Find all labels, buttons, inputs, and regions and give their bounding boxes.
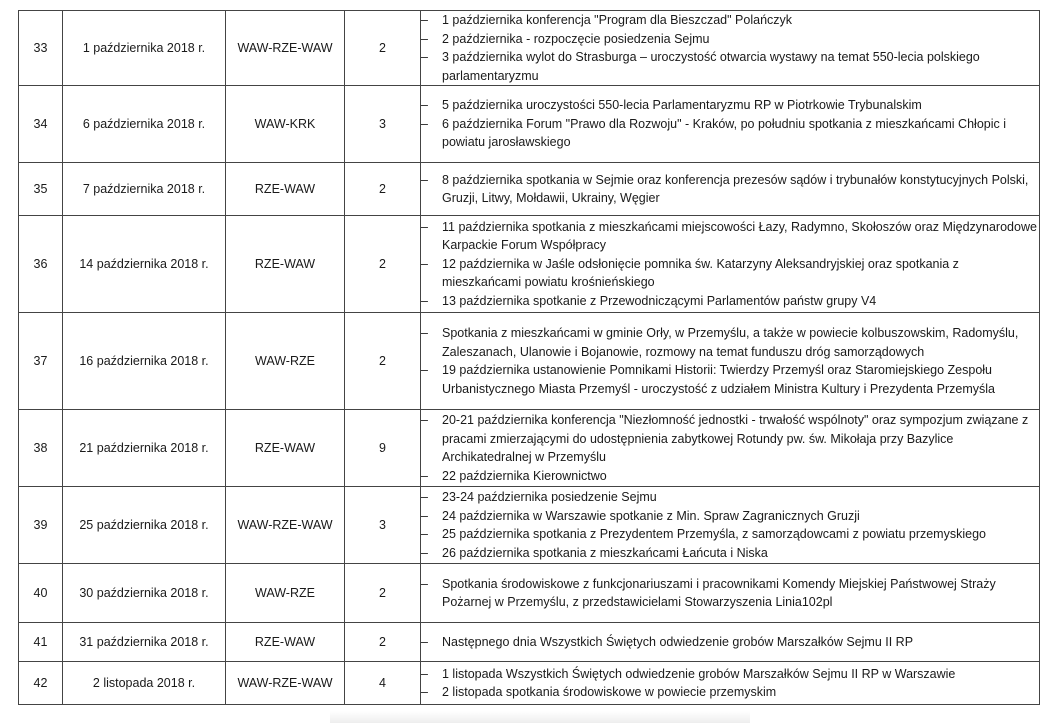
list-item: – 1 października konferencja "Program dla Bieszczad" Polańczyk xyxy=(421,11,1039,30)
event-description xyxy=(421,564,1040,623)
page-edge-shadow xyxy=(330,711,750,723)
days-count: 3 xyxy=(345,487,421,564)
row-number: 37 xyxy=(19,313,63,410)
list-item: – 2 listopada spotkania środowiskowe w powiecie przemyskim xyxy=(421,683,1039,702)
list-item: – 1 listopada Wszystkich Świętych odwiedzenie grobów Marszałków Sejmu II RP w Warszawie xyxy=(421,665,1039,684)
table-row xyxy=(19,487,1040,564)
event-list xyxy=(421,488,1039,562)
list-item: – 24 października w Warszawie spotkanie z Min. Spraw Zagranicznych Gruzji xyxy=(421,507,1039,526)
event-description xyxy=(421,216,1040,313)
list-item: – 5 października uroczystości 550-lecia Parlamentaryzmu RP w Piotrkowie Trybunalskim xyxy=(421,96,1039,115)
row-number: 42 xyxy=(19,662,63,705)
event-list xyxy=(421,575,1039,612)
flight-route: WAW-KRK xyxy=(226,86,345,163)
row-number: 36 xyxy=(19,216,63,313)
table-row xyxy=(19,623,1040,662)
list-item: – 3 października wylot do Strasburga – uroczystość otwarcia wystawy na temat 550-lecia polskiego parlamentaryzmu xyxy=(421,48,1039,85)
days-count: 4 xyxy=(345,662,421,705)
row-number: 41 xyxy=(19,623,63,662)
list-item: – 20-21 października konferencja "Niezłomność jednostki - trwałość wspólnoty" oraz sympozjum związane z pracami zmierzającymi do udostępnienia zabytkowej Rotundy pw. św. Mikołaja przy Bazylice Archikatedralnej w Przemyślu xyxy=(421,411,1039,467)
event-list xyxy=(421,324,1039,398)
table-row xyxy=(19,86,1040,163)
event-list xyxy=(421,633,1039,652)
table-row xyxy=(19,662,1040,705)
flight-route: WAW-RZE-WAW xyxy=(226,11,345,86)
list-item: – 22 października Kierownictwo xyxy=(421,467,1039,486)
days-count: 2 xyxy=(345,163,421,216)
list-item: – 23-24 października posiedzenie Sejmu xyxy=(421,488,1039,507)
days-count: 2 xyxy=(345,313,421,410)
event-description xyxy=(421,86,1040,163)
event-list xyxy=(421,96,1039,152)
list-item: – Spotkania z mieszkańcami w gminie Orły, w Przemyślu, a także w powiecie kolbuszowskim, Radomyślu, Zaleszanach, Ulanowie i Bojanowie, rozmowy na temat funduszu dróg samorządowych xyxy=(421,324,1039,361)
row-number: 40 xyxy=(19,564,63,623)
list-item: – 13 października spotkanie z Przewodniczącymi Parlamentów państw grupy V4 xyxy=(421,292,1039,311)
days-count: 3 xyxy=(345,86,421,163)
days-count: 2 xyxy=(345,11,421,86)
event-list xyxy=(421,171,1039,208)
flight-date: 14 października 2018 r. xyxy=(63,216,226,313)
row-number: 39 xyxy=(19,487,63,564)
flight-route: RZE-WAW xyxy=(226,163,345,216)
flights-table xyxy=(18,10,1040,705)
flight-route: WAW-RZE-WAW xyxy=(226,487,345,564)
event-list xyxy=(421,665,1039,702)
flight-date: 30 października 2018 r. xyxy=(63,564,226,623)
flight-route: RZE-WAW xyxy=(226,410,345,487)
event-list xyxy=(421,411,1039,485)
table-row xyxy=(19,313,1040,410)
list-item: – Spotkania środowiskowe z funkcjonariuszami i pracownikami Komendy Miejskiej Państwowej Straży Pożarnej w Przemyślu, z przedstawicielami Stowarzyszenia Linia102pl xyxy=(421,575,1039,612)
days-count: 2 xyxy=(345,564,421,623)
list-item: – 25 października spotkania z Prezydentem Przemyśla, z samorządowcami z powiatu przemyskiego xyxy=(421,525,1039,544)
row-number: 35 xyxy=(19,163,63,216)
flight-date: 1 października 2018 r. xyxy=(63,11,226,86)
table-row xyxy=(19,216,1040,313)
list-item: – Następnego dnia Wszystkich Świętych odwiedzenie grobów Marszałków Sejmu II RP xyxy=(421,633,1039,652)
list-item: – 8 października spotkania w Sejmie oraz konferencja prezesów sądów i trybunałów konstytucyjnych Polski, Gruzji, Litwy, Mołdawii, Ukrainy, Węgier xyxy=(421,171,1039,208)
flight-route: RZE-WAW xyxy=(226,216,345,313)
event-description xyxy=(421,410,1040,487)
event-description xyxy=(421,662,1040,705)
row-number: 33 xyxy=(19,11,63,86)
event-description xyxy=(421,163,1040,216)
flight-date: 16 października 2018 r. xyxy=(63,313,226,410)
table-row xyxy=(19,564,1040,623)
list-item: – 2 października - rozpoczęcie posiedzenia Sejmu xyxy=(421,30,1039,49)
table-row xyxy=(19,410,1040,487)
flight-date: 31 października 2018 r. xyxy=(63,623,226,662)
event-list xyxy=(421,218,1039,311)
row-number: 38 xyxy=(19,410,63,487)
table-row xyxy=(19,11,1040,86)
flight-date: 7 października 2018 r. xyxy=(63,163,226,216)
flight-route: RZE-WAW xyxy=(226,623,345,662)
event-description xyxy=(421,313,1040,410)
list-item: – 12 października w Jaśle odsłonięcie pomnika św. Katarzyny Aleksandryjskiej oraz spotkania z mieszkańcami powiatu krośnieńskiego xyxy=(421,255,1039,292)
event-description xyxy=(421,11,1040,86)
flight-date: 2 listopada 2018 r. xyxy=(63,662,226,705)
flight-route: WAW-RZE-WAW xyxy=(226,662,345,705)
flight-route: WAW-RZE xyxy=(226,313,345,410)
days-count: 9 xyxy=(345,410,421,487)
flight-date: 25 października 2018 r. xyxy=(63,487,226,564)
event-description xyxy=(421,623,1040,662)
list-item: – 26 października spotkania z mieszkańcami Łańcuta i Niska xyxy=(421,544,1039,563)
list-item: – 19 października ustanowienie Pomnikami Historii: Twierdzy Przemyśl oraz Staromiejskiego Zespołu Urbanistycznego Miasta Przemyśl - uroczystość z udziałem Ministra Kultury i Prezydenta Przemyśla xyxy=(421,361,1039,398)
flight-date: 6 października 2018 r. xyxy=(63,86,226,163)
list-item: – 6 października Forum "Prawo dla Rozwoju" - Kraków, po południu spotkania z mieszkańcami Chłopic i powiatu jarosławskiego xyxy=(421,115,1039,152)
days-count: 2 xyxy=(345,623,421,662)
event-description xyxy=(421,487,1040,564)
table-row xyxy=(19,163,1040,216)
list-item: – 11 października spotkania z mieszkańcami miejscowości Łazy, Radymno, Skołoszów oraz Międzynarodowe Karpackie Forum Współpracy xyxy=(421,218,1039,255)
flight-route: WAW-RZE xyxy=(226,564,345,623)
event-list xyxy=(421,11,1039,85)
flight-date: 21 października 2018 r. xyxy=(63,410,226,487)
days-count: 2 xyxy=(345,216,421,313)
row-number: 34 xyxy=(19,86,63,163)
